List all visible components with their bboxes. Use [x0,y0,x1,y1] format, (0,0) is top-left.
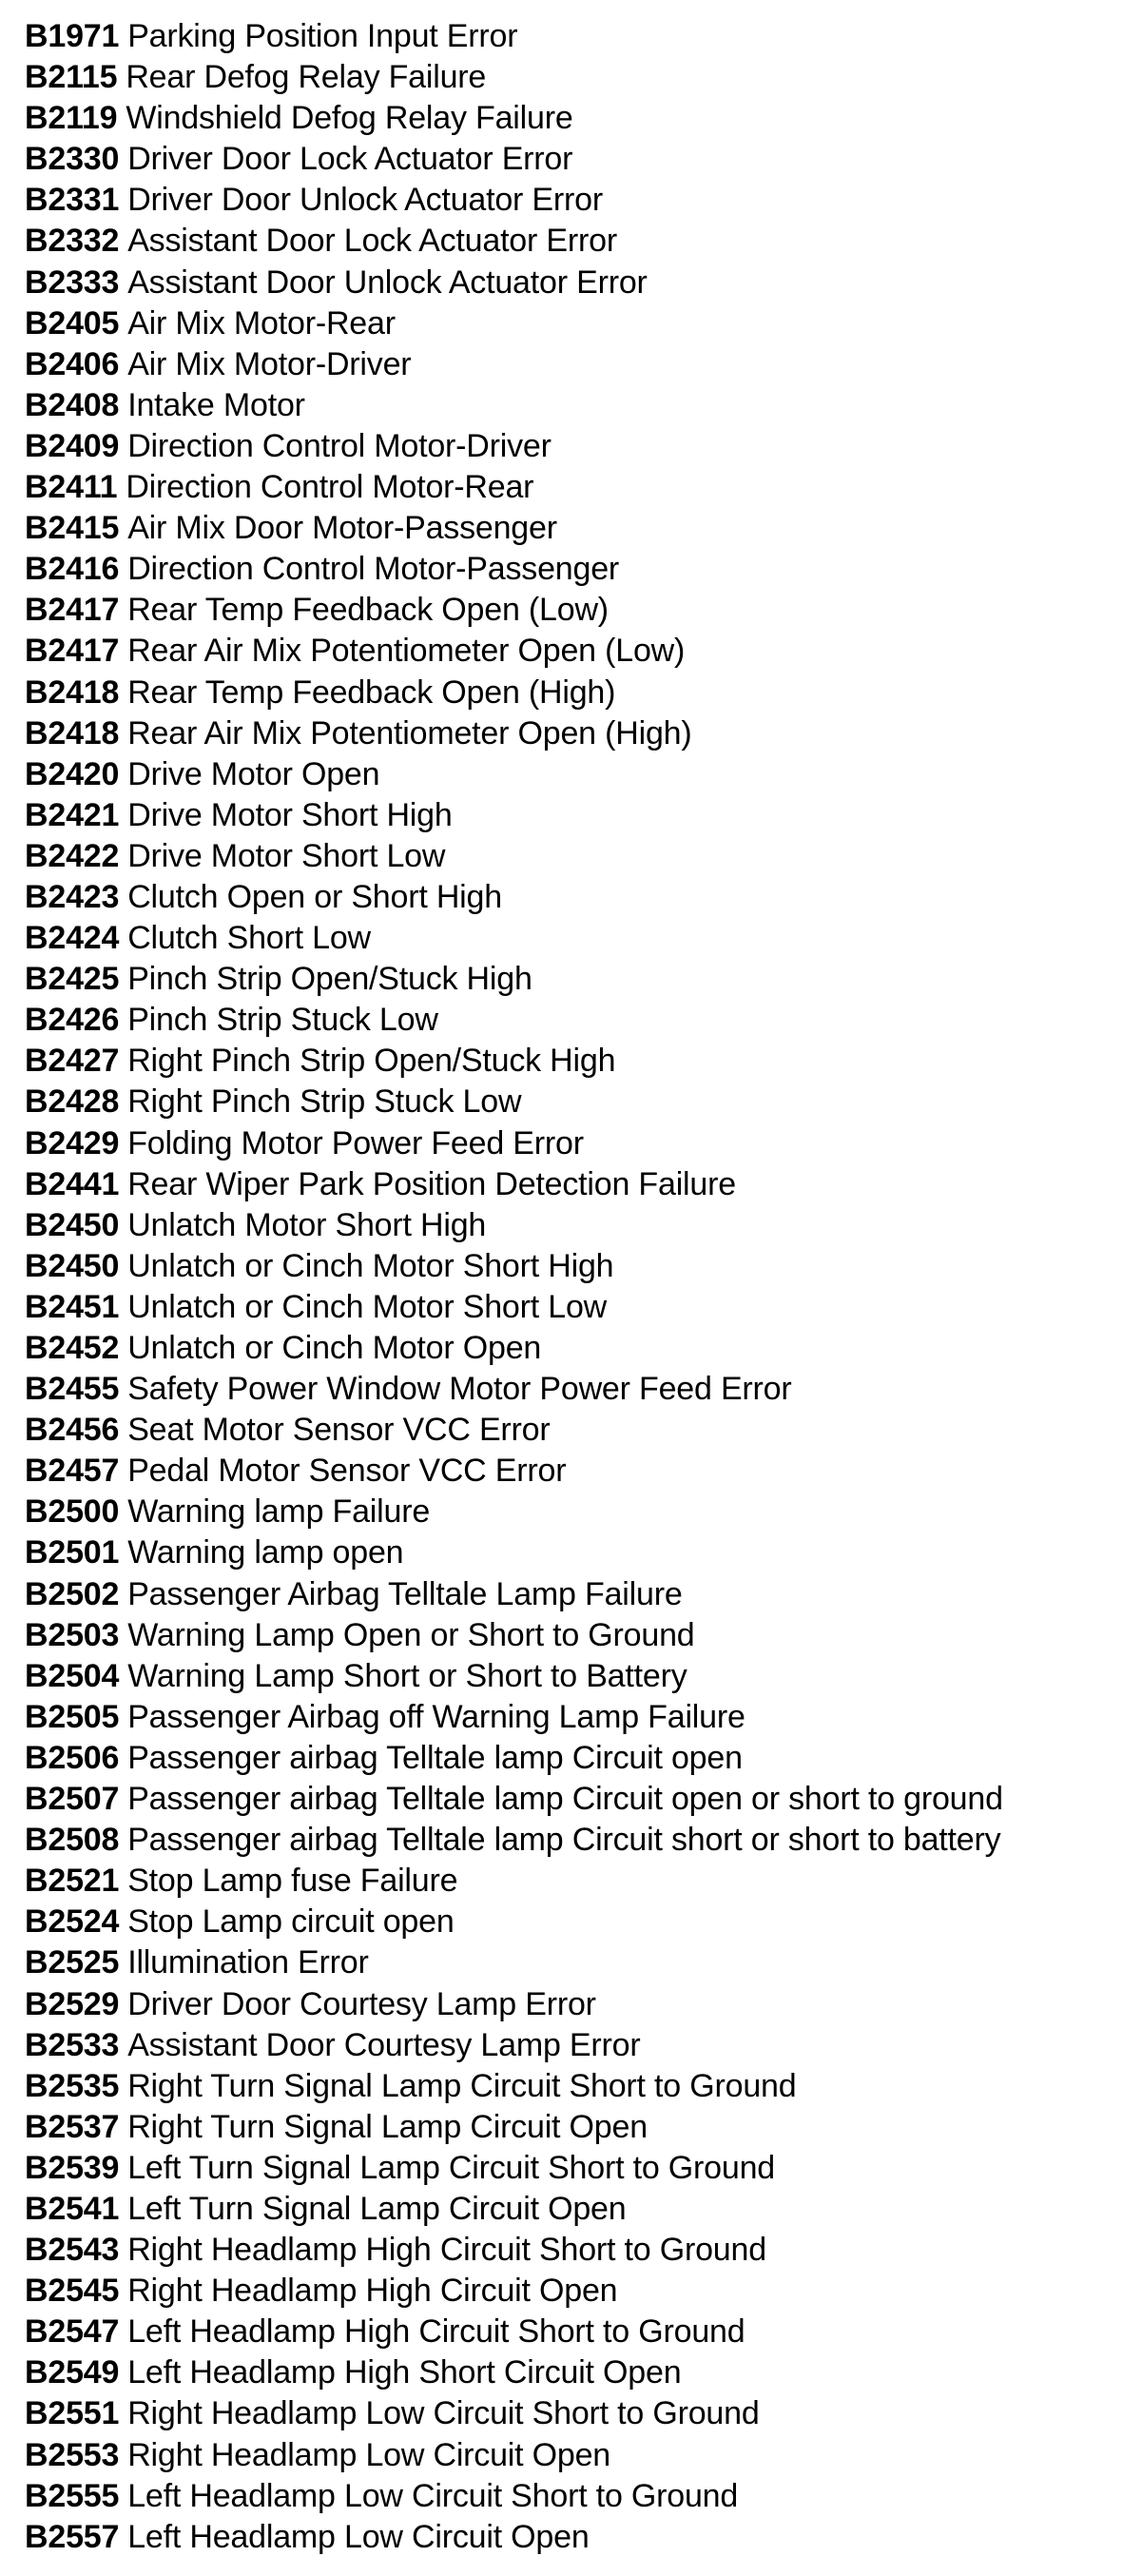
code-entry [25,1861,1137,1902]
code-entry [25,2189,1137,2230]
fault-description: Warning lamp Failure [127,1493,431,1531]
fault-code: B2415 [25,510,120,547]
fault-code: B2408 [25,386,120,423]
code-entry [25,98,1137,139]
fault-description: Rear Temp Feedback Open (Low) [127,592,609,629]
code-entry [25,1738,1137,1779]
fault-description: Assistant Door Courtesy Lamp Error [127,2026,641,2063]
fault-code: B2331 [25,182,120,219]
fault-description: Direction Control Motor-Passenger [127,551,620,588]
fault-code: B2456 [25,1412,120,1449]
fault-code: B2505 [25,1698,120,1735]
fault-code: B2507 [25,1781,120,1818]
fault-description: Left Turn Signal Lamp Circuit Open [127,2190,627,2227]
fault-description: Assistant Door Lock Actuator Error [127,223,617,260]
code-entry [25,2230,1137,2271]
code-entry [25,2148,1137,2189]
code-entry [25,590,1137,631]
fault-description: Folding Motor Power Feed Error [127,1124,584,1161]
fault-code: B2418 [25,673,120,711]
code-entry [25,385,1137,426]
fault-code: B2119 [25,100,118,137]
fault-description: Clutch Short Low [127,920,371,957]
code-entry [25,1615,1137,1656]
code-entry [25,426,1137,467]
code-entry [25,673,1137,713]
code-entry [25,2312,1137,2352]
code-entry [25,263,1137,303]
code-entry [25,959,1137,1000]
code-entry [25,2066,1137,2107]
fault-code: B2535 [25,2067,120,2104]
fault-description: Warning Lamp Short or Short to Battery [127,1657,687,1694]
code-entry [25,1041,1137,1082]
fault-description: Air Mix Motor-Rear [127,304,396,342]
fault-description: Direction Control Motor-Rear [126,469,534,506]
fault-code: B2426 [25,1002,120,1039]
fault-code: B2405 [25,304,120,342]
code-entry [25,1697,1137,1738]
fault-code: B2503 [25,1616,120,1653]
code-entry [25,303,1137,344]
code-entry [25,139,1137,180]
fault-code: B1971 [25,18,120,54]
code-entry [25,877,1137,918]
code-entry [25,836,1137,877]
fault-description: Unlatch or Cinch Motor Short High [127,1247,614,1284]
fault-code: B2521 [25,1863,120,1900]
fault-code: B2533 [25,2026,120,2063]
code-entry [25,1984,1137,2025]
fault-description: Left Headlamp Low Circuit Open [127,2518,590,2555]
code-entry [25,795,1137,836]
code-entry [25,631,1137,672]
fault-description: Left Turn Signal Lamp Circuit Short to Ground [127,2149,775,2186]
fault-code: B2455 [25,1371,120,1408]
fault-description: Pedal Motor Sensor VCC Error [127,1453,567,1490]
code-entry [25,221,1137,262]
code-entry [25,1902,1137,1942]
code-entry [25,16,1137,57]
fault-code: B2427 [25,1043,120,1080]
fault-code: B2541 [25,2190,120,2227]
code-entry [25,549,1137,590]
code-entry [25,2025,1137,2066]
fault-code: B2504 [25,1657,120,1694]
fault-code: B2411 [25,469,118,506]
fault-code: B2452 [25,1330,120,1366]
fault-code: B2450 [25,1206,120,1243]
code-entry [25,713,1137,754]
fault-code: B2332 [25,223,120,260]
fault-code: B2422 [25,837,120,874]
fault-code: B2416 [25,551,120,588]
code-entry [25,1164,1137,1205]
fault-code: B2543 [25,2232,120,2269]
fault-description: Air Mix Door Motor-Passenger [127,510,557,547]
fault-description: Assistant Door Unlock Actuator Error [127,263,648,301]
fault-description: Driver Door Lock Actuator Error [127,141,573,178]
fault-description: Warning lamp open [127,1534,404,1571]
fault-code: B2551 [25,2395,120,2432]
code-entry [25,1000,1137,1041]
code-entry [25,2517,1137,2558]
code-entry [25,1410,1137,1451]
fault-description: Right Pinch Strip Open/Stuck High [127,1043,616,1080]
fault-description: Rear Wiper Park Position Detection Failure [127,1165,736,1202]
fault-code: B2529 [25,1985,120,2022]
fault-code: B2409 [25,427,120,464]
code-entry [25,1451,1137,1492]
dtc-code-list [25,16,1137,2558]
fault-code: B2451 [25,1288,120,1325]
code-entry [25,2393,1137,2434]
fault-description: Passenger Airbag Telltale Lamp Failure [127,1575,683,1612]
fault-description: Drive Motor Short High [127,796,453,833]
fault-description: Air Mix Motor-Driver [127,345,412,382]
fault-code: B2424 [25,920,120,957]
fault-code: B2502 [25,1575,120,1612]
fault-code: B2330 [25,141,120,178]
code-entry [25,1492,1137,1532]
fault-code: B2501 [25,1534,120,1571]
fault-code: B2406 [25,345,120,382]
fault-code: B2450 [25,1247,120,1284]
fault-description: Drive Motor Short Low [127,837,446,874]
fault-description: Rear Defog Relay Failure [126,59,487,96]
fault-description: Intake Motor [127,386,305,423]
fault-code: B2333 [25,263,120,301]
fault-code: B2508 [25,1822,120,1859]
fault-code: B2500 [25,1493,120,1531]
fault-description: Clutch Open or Short High [127,878,502,915]
fault-code: B2417 [25,633,120,670]
fault-description: Right Headlamp Low Circuit Short to Ground [127,2395,760,2432]
code-entry [25,57,1137,98]
code-entry [25,1287,1137,1328]
code-entry [25,1942,1137,1983]
code-entry [25,2435,1137,2476]
fault-description: Pinch Strip Stuck Low [127,1002,438,1039]
fault-description: Rear Air Mix Potentiometer Open (High) [127,714,692,751]
code-entry [25,1656,1137,1697]
fault-description: Right Headlamp High Circuit Short to Ground [127,2232,766,2269]
fault-code: B2539 [25,2149,120,2186]
code-entry [25,1205,1137,1246]
fault-description: Warning Lamp Open or Short to Ground [127,1616,695,1653]
code-entry [25,2107,1137,2148]
fault-code: B2441 [25,1165,120,1202]
code-entry [25,1574,1137,1615]
fault-description: Passenger airbag Telltale lamp Circuit short or short to battery [127,1822,1001,1859]
fault-code: B2428 [25,1083,120,1121]
fault-description: Left Headlamp High Circuit Short to Ground [127,2313,745,2351]
code-entry [25,344,1137,385]
code-entry [25,467,1137,508]
fault-code: B2524 [25,1903,120,1941]
fault-description: Passenger airbag Telltale lamp Circuit open or short to ground [127,1781,1003,1818]
fault-code: B2421 [25,796,120,833]
fault-code: B2506 [25,1739,120,1776]
fault-description: Driver Door Unlock Actuator Error [127,182,603,219]
fault-description: Right Turn Signal Lamp Circuit Open [127,2108,648,2145]
fault-description: Left Headlamp Low Circuit Short to Ground [127,2477,739,2514]
fault-code: B2545 [25,2273,120,2310]
fault-description: Drive Motor Open [127,755,380,792]
fault-description: Unlatch or Cinch Motor Open [127,1330,542,1366]
fault-code: B2549 [25,2354,120,2391]
code-entry [25,180,1137,221]
fault-description: Seat Motor Sensor VCC Error [127,1412,551,1449]
code-entry [25,1082,1137,1122]
code-entry [25,508,1137,549]
fault-description: Direction Control Motor-Driver [127,427,552,464]
code-entry [25,2271,1137,2312]
code-entry [25,1820,1137,1861]
fault-description: Rear Temp Feedback Open (High) [127,673,616,711]
fault-code: B2537 [25,2108,120,2145]
fault-description: Illumination Error [127,1944,369,1981]
fault-code: B2429 [25,1124,120,1161]
code-entry [25,1532,1137,1573]
fault-code: B2417 [25,592,120,629]
fault-description: Stop Lamp circuit open [127,1903,455,1941]
fault-code: B2418 [25,714,120,751]
fault-code: B2553 [25,2436,120,2473]
code-entry [25,1328,1137,1369]
fault-description: Rear Air Mix Potentiometer Open (Low) [127,633,686,670]
fault-description: Safety Power Window Motor Power Feed Error [127,1371,792,1408]
fault-code: B2555 [25,2477,120,2514]
code-entry [25,1246,1137,1287]
code-entry [25,2352,1137,2393]
code-entry [25,918,1137,959]
fault-code: B2525 [25,1944,120,1981]
fault-code: B2557 [25,2518,120,2555]
fault-description: Right Headlamp High Circuit Open [127,2273,618,2310]
fault-description: Right Turn Signal Lamp Circuit Short to Ground [127,2067,797,2104]
fault-description: Driver Door Courtesy Lamp Error [127,1985,596,2022]
code-entry [25,2476,1137,2517]
fault-description: Parking Position Input Error [127,18,518,54]
fault-code: B2423 [25,878,120,915]
code-entry [25,754,1137,795]
code-entry [25,1779,1137,1820]
fault-description: Stop Lamp fuse Failure [127,1863,458,1900]
fault-code: B2547 [25,2313,120,2351]
fault-description: Unlatch or Cinch Motor Short Low [127,1288,608,1325]
fault-description: Windshield Defog Relay Failure [126,100,573,137]
fault-code: B2115 [25,59,118,96]
fault-code: B2457 [25,1453,120,1490]
fault-code: B2425 [25,961,120,998]
code-entry [25,1369,1137,1410]
fault-code: B2420 [25,755,120,792]
fault-description: Left Headlamp High Short Circuit Open [127,2354,682,2391]
fault-description: Right Pinch Strip Stuck Low [127,1083,522,1121]
fault-description: Passenger Airbag off Warning Lamp Failure [127,1698,745,1735]
fault-description: Passenger airbag Telltale lamp Circuit open [127,1739,743,1776]
fault-description: Right Headlamp Low Circuit Open [127,2436,611,2473]
fault-description: Unlatch Motor Short High [127,1206,487,1243]
fault-description: Pinch Strip Open/Stuck High [127,961,532,998]
code-entry [25,1123,1137,1164]
